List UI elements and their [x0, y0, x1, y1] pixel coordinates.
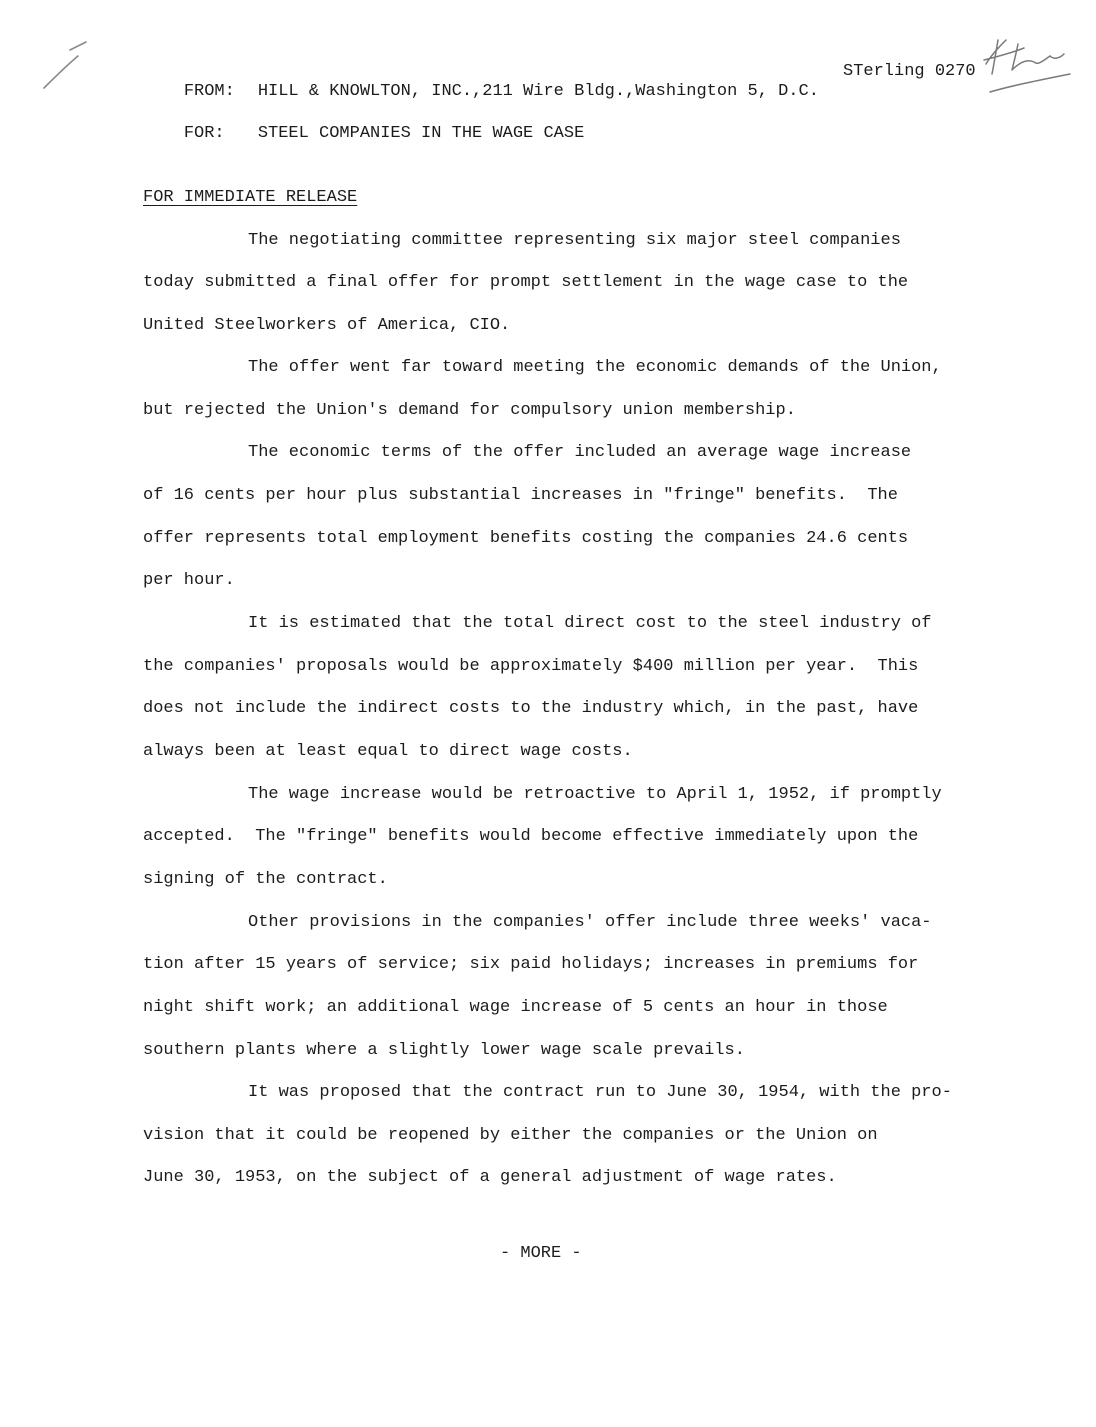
body-line: always been at least equal to direct wage costs. [143, 742, 633, 761]
body-line: It was proposed that the contract run to June 30, 1954, with the pro- [248, 1083, 952, 1102]
body-line: per hour. [143, 571, 235, 590]
body-line: night shift work; an additional wage increase of 5 cents an hour in those [143, 998, 888, 1017]
body-line: The economic terms of the offer included an average wage increase [248, 443, 912, 462]
body-line: Other provisions in the companies' offer include three weeks' vaca- [248, 913, 932, 932]
for-value: STEEL COMPANIES IN THE WAGE CASE [257, 124, 585, 143]
body-line: The negotiating committee representing six major steel companies [248, 231, 901, 250]
body-line: It is estimated that the total direct cost to the steel industry of [248, 614, 932, 633]
for-label: FOR: [183, 124, 225, 143]
for-row [143, 104, 584, 164]
release-label: FOR IMMEDIATE RELEASE [143, 188, 358, 207]
body-line: of 16 cents per hour plus substantial increases in "fringe" benefits. The [143, 486, 898, 505]
from-value: HILL & KNOWLTON, INC.,211 Wire Bldg.,Washington 5, D.C. [257, 82, 819, 101]
body-line: but rejected the Union's demand for compulsory union membership. [143, 401, 796, 420]
pencil-tick-mark [44, 42, 86, 88]
handwritten-signature-howe [984, 40, 1070, 92]
body-line: signing of the contract. [143, 870, 388, 889]
phone-number: STerling 0270 [843, 62, 976, 81]
body-line: today submitted a final offer for prompt settlement in the wage case to the [143, 273, 909, 292]
body-line: tion after 15 years of service; six paid holidays; increases in premiums for [143, 955, 919, 974]
body-line: The wage increase would be retroactive to April 1, 1952, if promptly [248, 785, 942, 804]
body-line: the companies' proposals would be approximately $400 million per year. This [143, 657, 919, 676]
body-line: The offer went far toward meeting the economic demands of the Union, [248, 358, 942, 377]
more-indicator: - MORE - [500, 1244, 582, 1263]
body-line: vision that it could be reopened by either the companies or the Union on [143, 1126, 878, 1145]
body-line: offer represents total employment benefits costing the companies 24.6 cents [143, 529, 909, 548]
body-line: June 30, 1953, on the subject of a general adjustment of wage rates. [143, 1168, 837, 1187]
body-line: accepted. The "fringe" benefits would become effective immediately upon the [143, 827, 919, 846]
body-line: United Steelworkers of America, CIO. [143, 316, 511, 335]
body-line: does not include the indirect costs to the industry which, in the past, have [143, 699, 919, 718]
from-label: FROM: [183, 82, 235, 101]
body-line: southern plants where a slightly lower wage scale prevails. [143, 1041, 745, 1060]
